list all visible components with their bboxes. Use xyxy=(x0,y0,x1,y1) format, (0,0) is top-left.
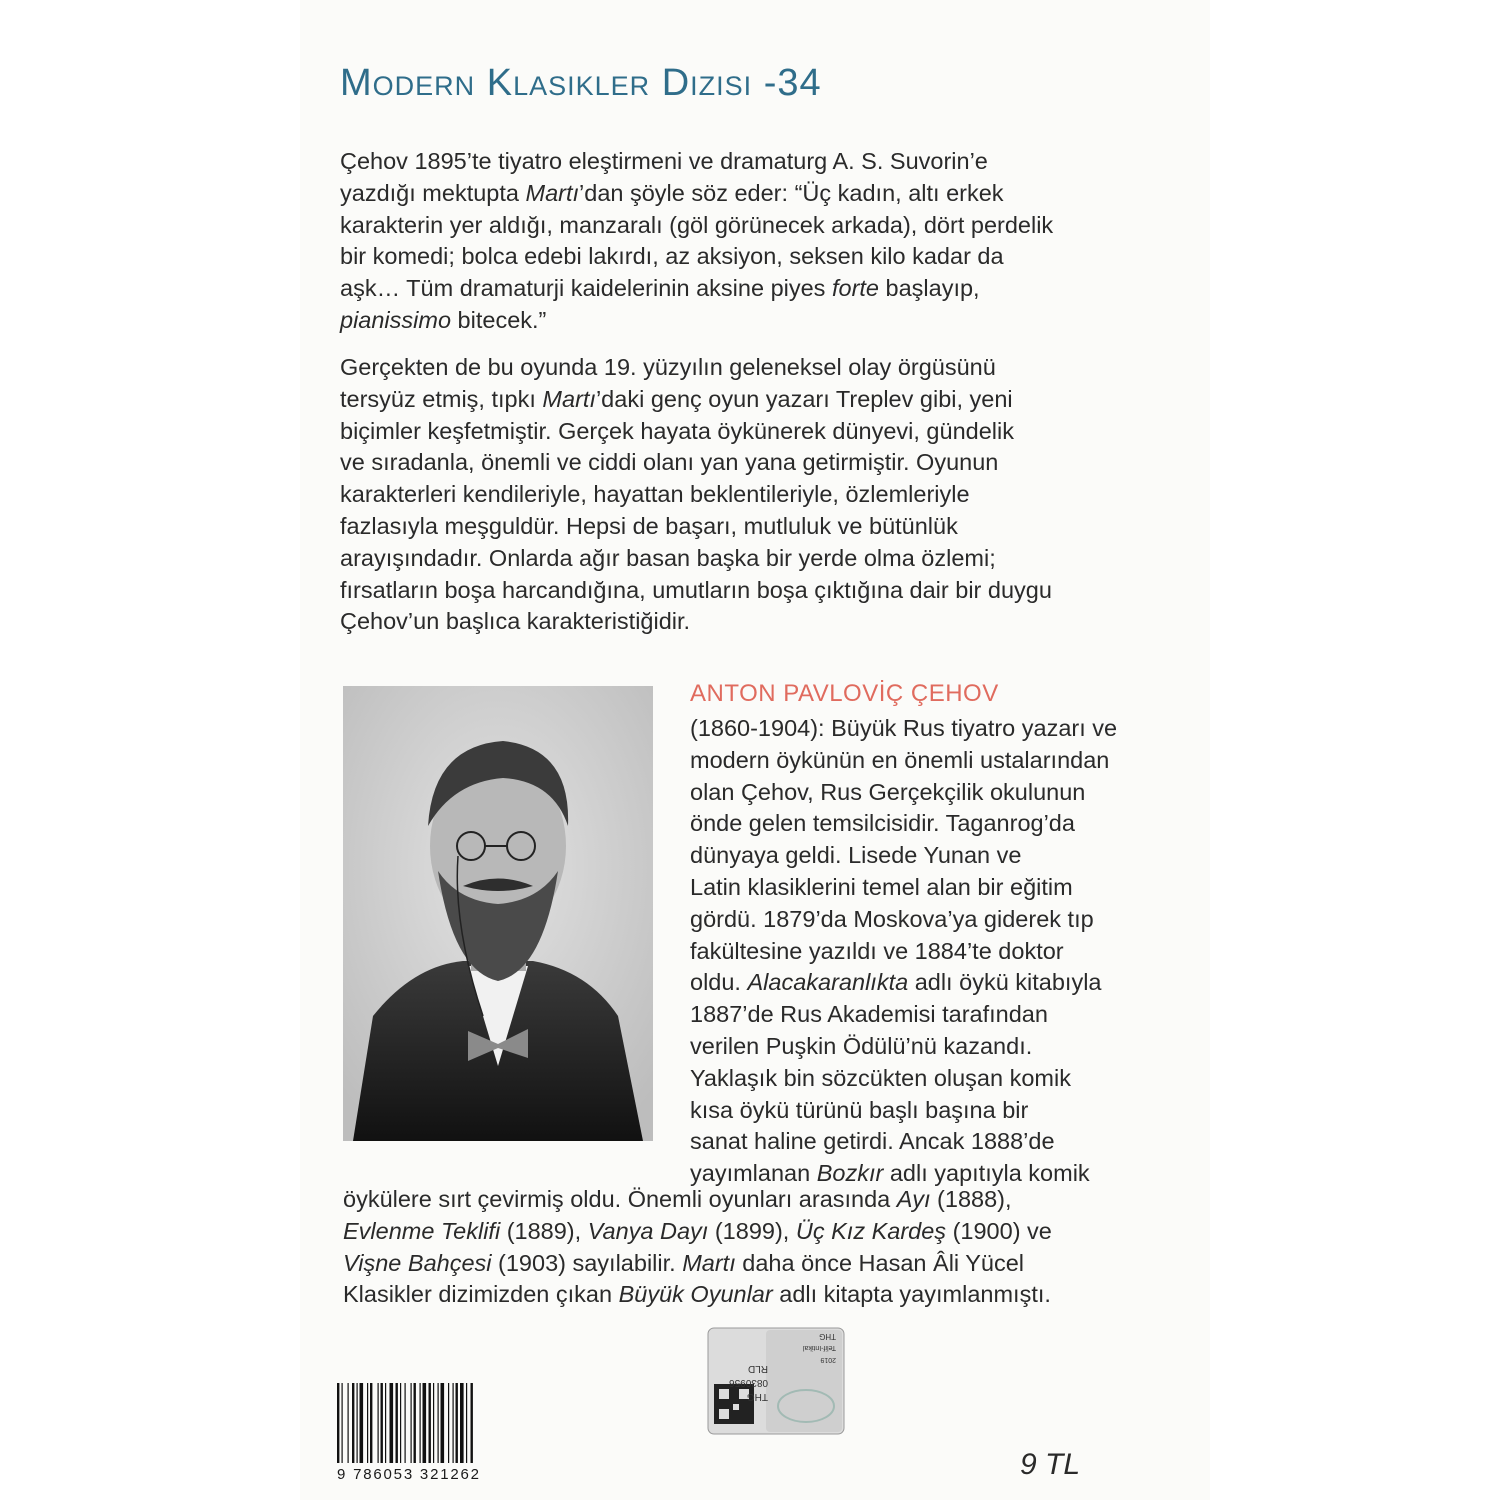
description-paragraph-1 xyxy=(340,146,1140,337)
barcode-bar xyxy=(381,1383,383,1463)
text-run: fazlasıyla meşguldür. Hepsi de başarı, mutluluk ve bütünlük xyxy=(340,512,958,539)
barcode-bar xyxy=(342,1383,343,1463)
text-line xyxy=(690,1063,1160,1095)
isbn-digits: 9 786053 321262 xyxy=(337,1466,481,1483)
text-run: bir komedi; bolca edebi lakırdı, az aksiyon, seksen kilo kadar da xyxy=(340,243,1004,270)
text-run: daha önce Hasan Âli Yücel xyxy=(735,1249,1025,1276)
text-line xyxy=(343,1184,1143,1216)
hologram-sticker xyxy=(706,1326,846,1436)
text-run: ve sıradanla, önemli ve ciddi olanı yan yana getirmiştir. Oyunun xyxy=(340,449,999,476)
author-name: ANTON PAVLOVİÇ ÇEHOV xyxy=(690,680,999,707)
barcode-bar xyxy=(337,1383,339,1463)
text-run: Çehov 1895’te tiyatro eleştirmeni ve dramaturg A. S. Suvorin’e xyxy=(340,148,988,174)
text-line xyxy=(690,936,1160,968)
text-line xyxy=(340,447,1140,479)
text-line xyxy=(340,511,1140,543)
text-line xyxy=(340,146,1140,178)
italic-title: Üç Kız Kardeş xyxy=(795,1217,947,1244)
text-run: yayımlanan xyxy=(690,1160,817,1187)
barcode-bar xyxy=(429,1383,431,1463)
barcode-bar xyxy=(420,1383,421,1463)
text-line xyxy=(340,210,1140,242)
text-run: karakterin yer aldığı, manzaralı (göl görünecek arkada), dört perdelik xyxy=(340,211,1054,238)
barcode-bar xyxy=(438,1383,439,1463)
text-line xyxy=(340,273,1140,305)
text-line xyxy=(340,241,1140,273)
barcode-bar xyxy=(411,1383,412,1463)
barcode-bar xyxy=(460,1383,464,1463)
text-line xyxy=(340,352,1140,384)
barcode-bar xyxy=(360,1383,364,1463)
barcode-bar xyxy=(453,1383,454,1463)
barcode-bar xyxy=(357,1383,358,1463)
italic-title: Bozkır xyxy=(816,1160,884,1187)
text-line xyxy=(340,543,1140,575)
text-run: karakterleri kendileriyle, hayattan beklentileriyle, özlemleriyle xyxy=(340,481,970,508)
barcode-bar xyxy=(456,1383,458,1463)
italic-title: pianissimo xyxy=(340,306,452,333)
text-run: başlayıp, xyxy=(879,275,980,302)
text-run: (1900) ve xyxy=(946,1217,1052,1244)
text-line xyxy=(690,904,1160,936)
text-run: fakültesine yazıldı ve 1884’te doktor xyxy=(690,937,1064,964)
author-bio-side xyxy=(690,713,1160,1190)
text-run: aşk… Tüm dramaturji kaidelerinin aksine piyes xyxy=(340,275,832,302)
text-line xyxy=(340,416,1140,448)
text-run: verilen Puşkin Ödülü’nü kazandı. xyxy=(690,1032,1033,1059)
italic-title: Büyük Oyunlar xyxy=(618,1281,773,1308)
text-line xyxy=(340,384,1140,416)
text-line xyxy=(343,1279,1143,1311)
barcode-bar xyxy=(390,1383,394,1463)
text-run: adlı kitapta yayımlanmıştı. xyxy=(772,1281,1051,1308)
text-run: (1860-1904): Büyük Rus tiyatro yazarı ve xyxy=(690,715,1118,741)
italic-title: Vişne Bahçesi xyxy=(343,1249,492,1276)
text-line xyxy=(340,479,1140,511)
barcode-bar xyxy=(348,1383,349,1463)
author-portrait-image xyxy=(343,686,653,1141)
text-run: arayışındadır. Onlarda ağır basan başka bir yerde olma özlemi; xyxy=(340,544,996,571)
text-run: bitecek.” xyxy=(451,306,547,333)
text-run: Latin klasiklerini temel alan bir eğitim xyxy=(690,873,1073,900)
text-run: fırsatların boşa harcandığına, umutların boşa çıktığına dair bir duygu xyxy=(340,576,1052,603)
text-run: tersyüz etmiş, tıpkı xyxy=(340,385,543,412)
text-run: ’dan şöyle söz eder: “Üç kadın, altı erkek xyxy=(579,179,1004,206)
price: 9 TL xyxy=(1020,1448,1081,1481)
barcode-bar xyxy=(471,1383,473,1463)
text-run: Gerçekten de bu oyunda 19. yüzyılın geleneksel olay örgüsünü xyxy=(340,354,996,380)
text-line xyxy=(690,808,1160,840)
italic-title: Martı xyxy=(542,385,596,412)
text-line xyxy=(343,1216,1143,1248)
description-paragraph-2 xyxy=(340,352,1140,638)
text-line xyxy=(340,305,1140,337)
barcode-bar xyxy=(423,1383,427,1463)
italic-title: Ayı xyxy=(896,1186,931,1212)
italic-title: Alacakaranlıkta xyxy=(747,969,909,996)
text-run: Klasikler dizimizden çıkan xyxy=(343,1281,619,1308)
text-run: adlı öykü kitabıyla xyxy=(908,969,1102,996)
text-run: sanat haline getirdi. Ancak 1888’de xyxy=(690,1128,1055,1155)
text-line xyxy=(690,1095,1160,1127)
sticker-text-1: Telif-Intikal xyxy=(802,1344,836,1351)
text-line xyxy=(690,1126,1160,1158)
barcode-bar xyxy=(400,1383,401,1463)
text-run: (1888), xyxy=(930,1186,1012,1212)
text-line xyxy=(690,745,1160,777)
barcode-bar xyxy=(414,1383,416,1463)
barcode-bar xyxy=(367,1383,368,1463)
barcode-bar xyxy=(378,1383,379,1463)
text-run: dünyaya geldi. Lisede Yunan ve xyxy=(690,842,1022,869)
sticker-code-2: 0830956 xyxy=(729,1377,768,1388)
text-run: adlı yapıtıyla komik xyxy=(883,1160,1090,1187)
text-run: 1887’de Rus Akademisi tarafından xyxy=(690,1001,1048,1028)
text-run: ’daki genç oyun yazarı Treplev gibi, yeni xyxy=(595,385,1013,412)
text-run: modern öykünün en önemli ustalarından xyxy=(690,746,1110,773)
text-run: biçimler keşfetmiştir. Gerçek hayata öykünerek dünyevi, gündelik xyxy=(340,417,1014,444)
sticker-text-2: 2019 xyxy=(820,1356,836,1363)
text-run: (1899), xyxy=(708,1217,796,1244)
italic-title: Evlenme Teklifi xyxy=(343,1217,501,1244)
series-title: Modern Klasikler Dizisi -34 xyxy=(340,62,822,104)
text-line xyxy=(340,606,1140,638)
barcode-bar xyxy=(448,1383,449,1463)
text-line xyxy=(690,713,1160,745)
text-line xyxy=(690,999,1160,1031)
sticker-code-3: RLD xyxy=(747,1363,768,1374)
barcode-bar xyxy=(385,1383,386,1463)
barcode-bar xyxy=(370,1383,372,1463)
text-line xyxy=(690,840,1160,872)
text-line xyxy=(690,872,1160,904)
barcode-bar xyxy=(352,1383,354,1463)
text-run: Yaklaşık bin sözcükten oluşan komik xyxy=(690,1064,1071,1091)
author-portrait xyxy=(343,686,653,1141)
text-run: önde gelen temsilcisidir. Taganrog’da xyxy=(690,810,1075,837)
text-line xyxy=(690,1031,1160,1063)
barcode-bar xyxy=(466,1383,467,1463)
italic-title: Vanya Dayı xyxy=(587,1217,709,1244)
sticker-text-3: THG xyxy=(819,1332,836,1341)
text-run: oldu. xyxy=(690,969,748,996)
text-run: olan Çehov, Rus Gerçekçilik okulunun xyxy=(690,778,1086,805)
text-run: öykülere sırt çevirmiş oldu. Önemli oyunları arasında xyxy=(343,1186,897,1212)
text-line xyxy=(690,777,1160,809)
text-run: yazdığı mektupta xyxy=(340,179,526,206)
author-bio-continued xyxy=(343,1184,1143,1311)
text-line xyxy=(690,967,1160,999)
text-run: (1903) sayılabilir. xyxy=(491,1249,683,1276)
barcode-bar xyxy=(433,1383,434,1463)
barcode-bar xyxy=(396,1383,398,1463)
italic-title: forte xyxy=(831,275,879,302)
italic-title: Martı xyxy=(525,179,580,206)
barcode-bar xyxy=(441,1383,445,1463)
italic-title: Martı xyxy=(682,1249,736,1276)
barcode-bar xyxy=(405,1383,406,1463)
sticker-code-1: THG xyxy=(746,1391,768,1402)
text-run: kısa öykü türünü başlı başına bir xyxy=(690,1096,1029,1123)
text-run: gördü. 1879’da Moskova’ya giderek tıp xyxy=(690,905,1094,932)
text-run: (1889), xyxy=(500,1217,588,1244)
text-run: Çehov’un başlıca karakteristiğidir. xyxy=(340,608,691,635)
text-line xyxy=(340,575,1140,607)
text-line xyxy=(343,1248,1143,1280)
text-line xyxy=(340,178,1140,210)
